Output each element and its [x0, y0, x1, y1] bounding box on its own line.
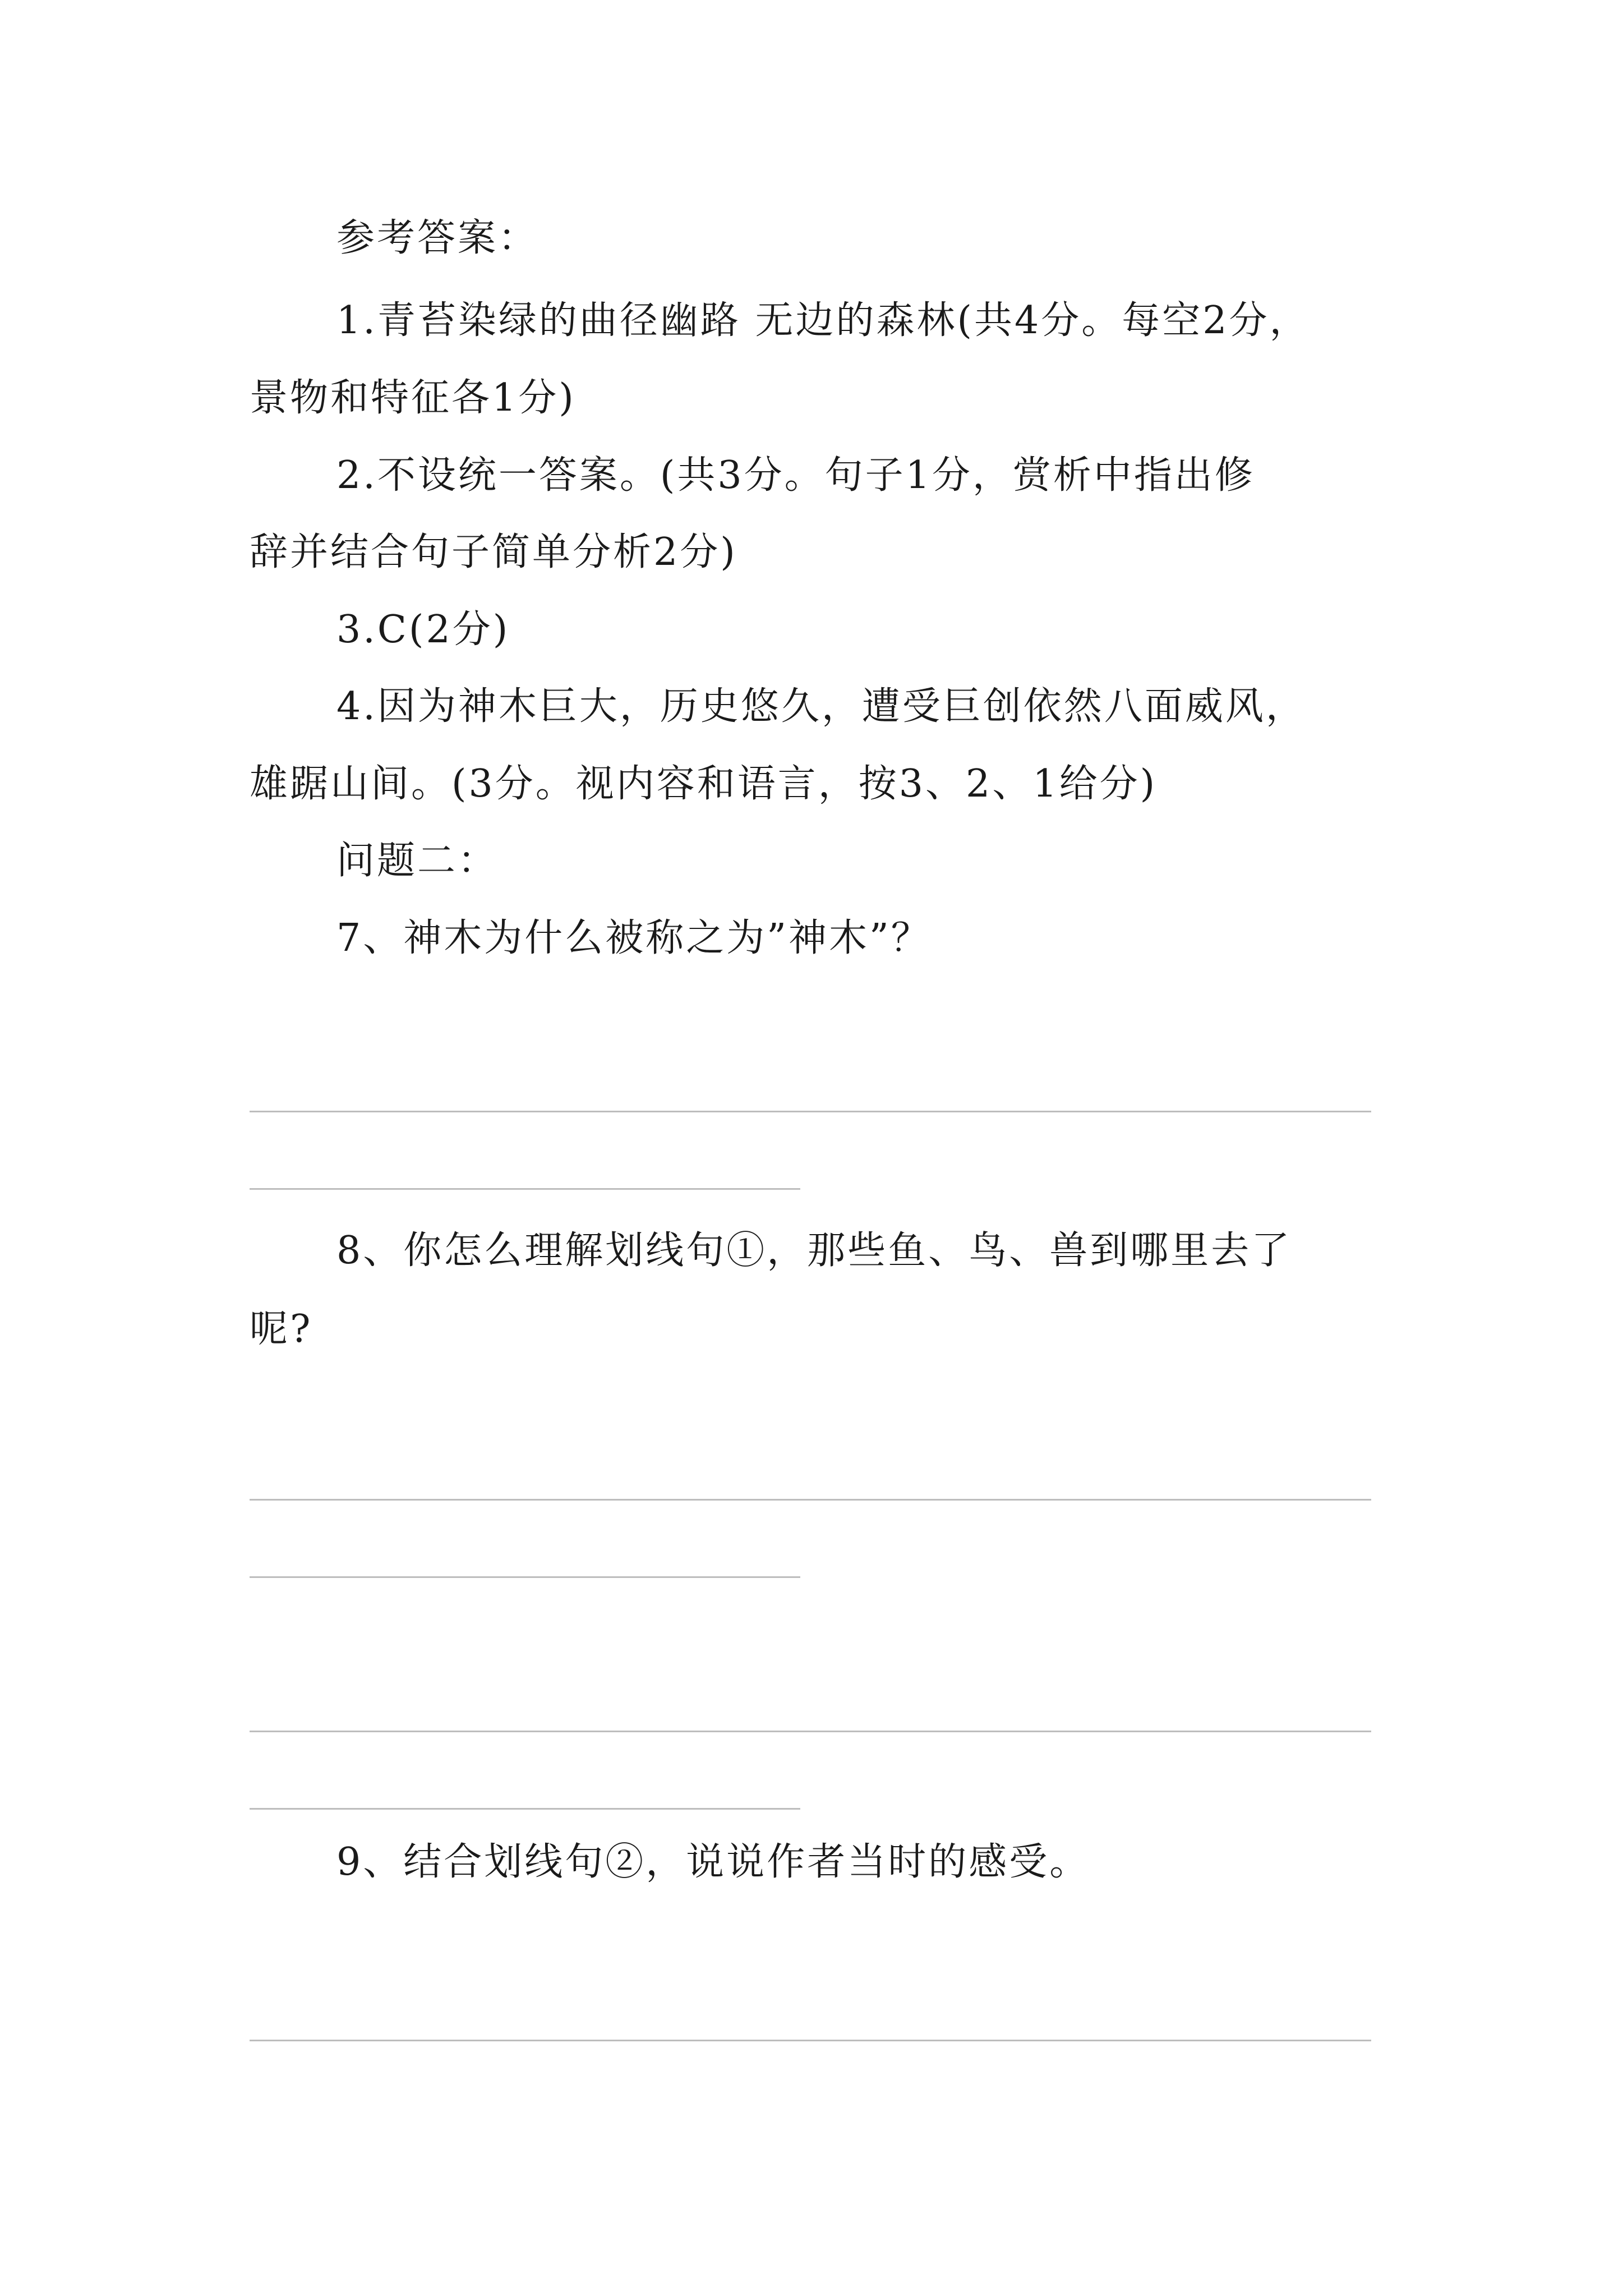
answer-3-line-1: 3.C(2分)	[336, 608, 510, 652]
answer-4-line-2: 雄踞山间。(3分。视内容和语言，按3、2、1给分)	[250, 762, 1158, 806]
answer-1-line-2: 景物和特征各1分)	[250, 376, 576, 420]
answers-heading: 参考答案：	[336, 216, 539, 260]
question-8-line-1: 8、你怎么理解划线句①，那些鱼、鸟、兽到哪里去了	[336, 1228, 1292, 1273]
answer-2-line-1: 2.不设统一答案。(共3分。句子1分，赏析中指出修	[336, 453, 1255, 498]
section-title: 问题二：	[336, 839, 499, 883]
answer-line	[250, 1808, 800, 1810]
answer-line	[250, 2040, 1371, 2041]
question-8-line-2: 呢?	[250, 1307, 313, 1351]
answer-line	[250, 1499, 1371, 1501]
answer-4-line-1: 4.因为神木巨大，历史悠久，遭受巨创依然八面威风，	[336, 684, 1306, 729]
answer-1-line-1: 1.青苔染绿的曲径幽路 无边的森林(共4分。每空2分，	[336, 298, 1310, 343]
answer-line	[250, 1576, 800, 1578]
question-9: 9、结合划线句②，说说作者当时的感受。	[336, 1840, 1090, 1884]
answer-line	[250, 1731, 1371, 1732]
answer-line	[250, 1188, 800, 1190]
answer-line	[250, 1111, 1371, 1112]
answer-2-line-2: 辞并结合句子简单分析2分)	[250, 530, 737, 574]
question-7: 7、神木为什么被称之为”神木”？	[336, 916, 932, 960]
